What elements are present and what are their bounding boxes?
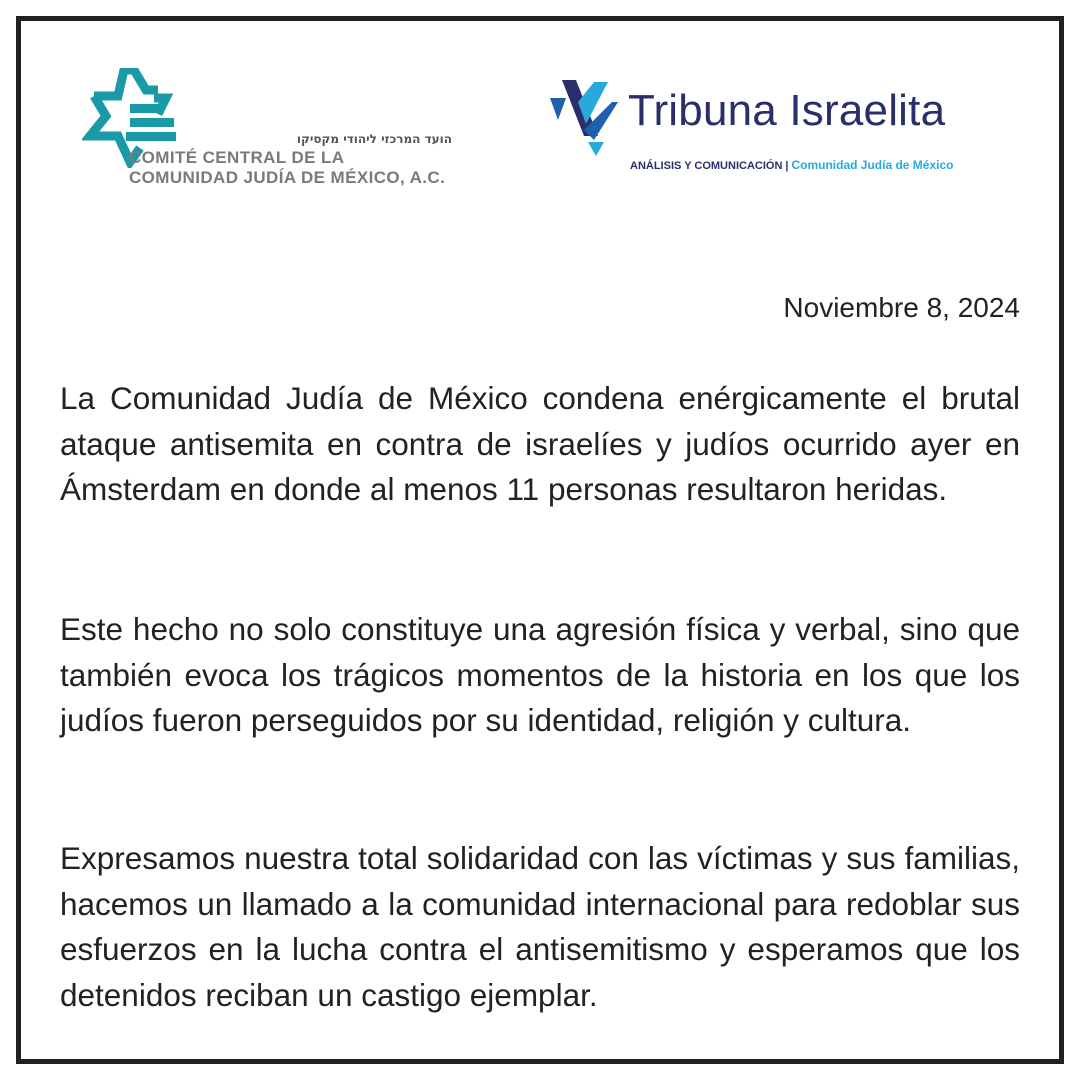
ccjm-name-line2: COMUNIDAD JUDÍA DE MÉXICO, A.C. (129, 168, 446, 187)
ccjm-name-line1: COMITÉ CENTRAL DE LA (129, 148, 345, 167)
tribuna-tag-right: Comunidad Judía de México (791, 158, 954, 172)
tribuna-star-icon (548, 76, 618, 156)
ccjm-logo (82, 68, 482, 188)
ccjm-hebrew-name: הועד המרכזי ליהודי מקסיקו (296, 132, 452, 146)
tribuna-name: Tribuna Israelita (628, 86, 946, 135)
tribuna-tag-left: ANÁLISIS Y COMUNICACIÓN (630, 160, 783, 172)
statement-date: Noviembre 8, 2024 (783, 292, 1020, 323)
statement-paragraph-2: Este hecho no solo constituye una agresión física y verbal, sino que también evoca los trágicos momentos de la historia en los que los judíos fueron perseguidos por su identidad, religión y cultura. (60, 611, 1020, 739)
tribuna-tag-separator: | (785, 160, 789, 172)
statement-paragraph-1: La Comunidad Judía de México condena enérgicamente el brutal ataque antisemita en contra de israelíes y judíos ocurrido ayer en Ámsterdam en donde al menos 11 personas resultaron heridas. (60, 380, 1020, 508)
tribuna-israelita-logo (548, 76, 1018, 176)
statement-paragraph-3: Expresamos nuestra total solidaridad con las víctimas y sus familias, hacemos un llamado a la comunidad internacional para redoblar sus esfuerzos en la lucha contra el antisemitismo y esperamos que los detenidos reciban un castigo ejemplar. (60, 840, 1020, 1014)
tribuna-tagline (630, 158, 954, 172)
